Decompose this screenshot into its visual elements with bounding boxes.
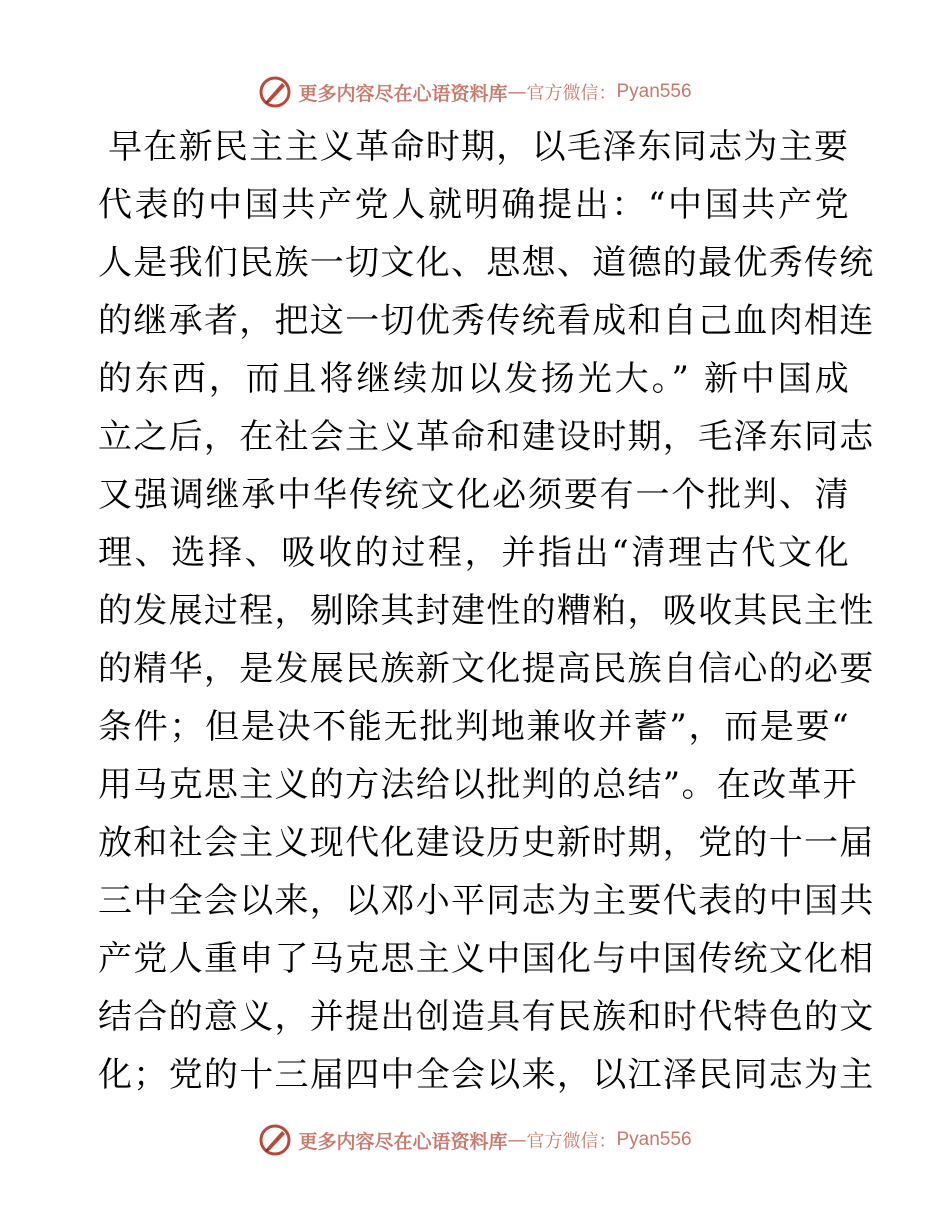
text-line-8: 理、选择、吸收的过程，并指出“清理古代文化 <box>98 533 850 573</box>
watermark-dash: — <box>507 81 527 103</box>
watermark-main-text: 更多内容尽在心语资料库 <box>298 1130 508 1153</box>
text-line-10: 的精华，是发展民族新文化提高民族自信心的必要 <box>98 649 875 689</box>
pen-circle-logo-icon <box>258 75 292 109</box>
text-line-7: 又强调继承中华传统文化必须要有一个批判、清 <box>98 475 850 515</box>
watermark-banner-top <box>0 72 950 112</box>
text-line-12: 用马克思主义的方法给以批判的总结”。在改革开 <box>98 765 858 805</box>
text-line-9: 的发展过程，剔除其封建性的糟粕，吸收其民主性 <box>98 591 875 631</box>
watermark-id-text: Pyan556 <box>616 81 692 102</box>
text-line-2: 代表的中国共产党人就明确提出：“中国共产党 <box>98 185 850 225</box>
text-line-6: 立之后，在社会主义革命和建设时期，毛泽东同志 <box>98 417 875 457</box>
watermark-banner-bottom <box>0 1120 950 1160</box>
pen-circle-logo-icon <box>258 1123 292 1157</box>
document-paragraph <box>98 118 875 1104</box>
watermark-sub-text: 官方微信： <box>526 1131 617 1152</box>
text-line-14: 三中全会以来，以邓小平同志为主要代表的中国共 <box>98 881 875 921</box>
text-line-11: 条件；但是决不能无批判地兼收并蓄”，而是要“ <box>98 707 850 747</box>
text-line-4: 的继承者，把这一切优秀传统看成和自己血肉相连 <box>98 301 875 341</box>
watermark-main-text: 更多内容尽在心语资料库 <box>298 82 508 105</box>
text-line-16: 结合的意义，并提出创造具有民族和时代特色的文 <box>98 997 875 1037</box>
text-line-17: 化；党的十三届四中全会以来，以江泽民同志为主 <box>98 1055 875 1095</box>
watermark-dash: — <box>507 1129 527 1151</box>
text-line-3: 人是我们民族一切文化、思想、道德的最优秀传统 <box>98 243 875 283</box>
text-line-1: 早在新民主主义革命时期，以毛泽东同志为主要 <box>108 127 850 167</box>
watermark-id-text: Pyan556 <box>616 1129 692 1150</box>
text-line-5: 的东西，而且将继续加以发扬光大。” 新中国成 <box>98 359 850 399</box>
watermark-sub-text: 官方微信： <box>526 83 617 104</box>
text-line-15: 产党人重申了马克思主义中国化与中国传统文化相 <box>98 939 875 979</box>
text-line-13: 放和社会主义现代化建设历史新时期，党的十一届 <box>98 823 875 863</box>
